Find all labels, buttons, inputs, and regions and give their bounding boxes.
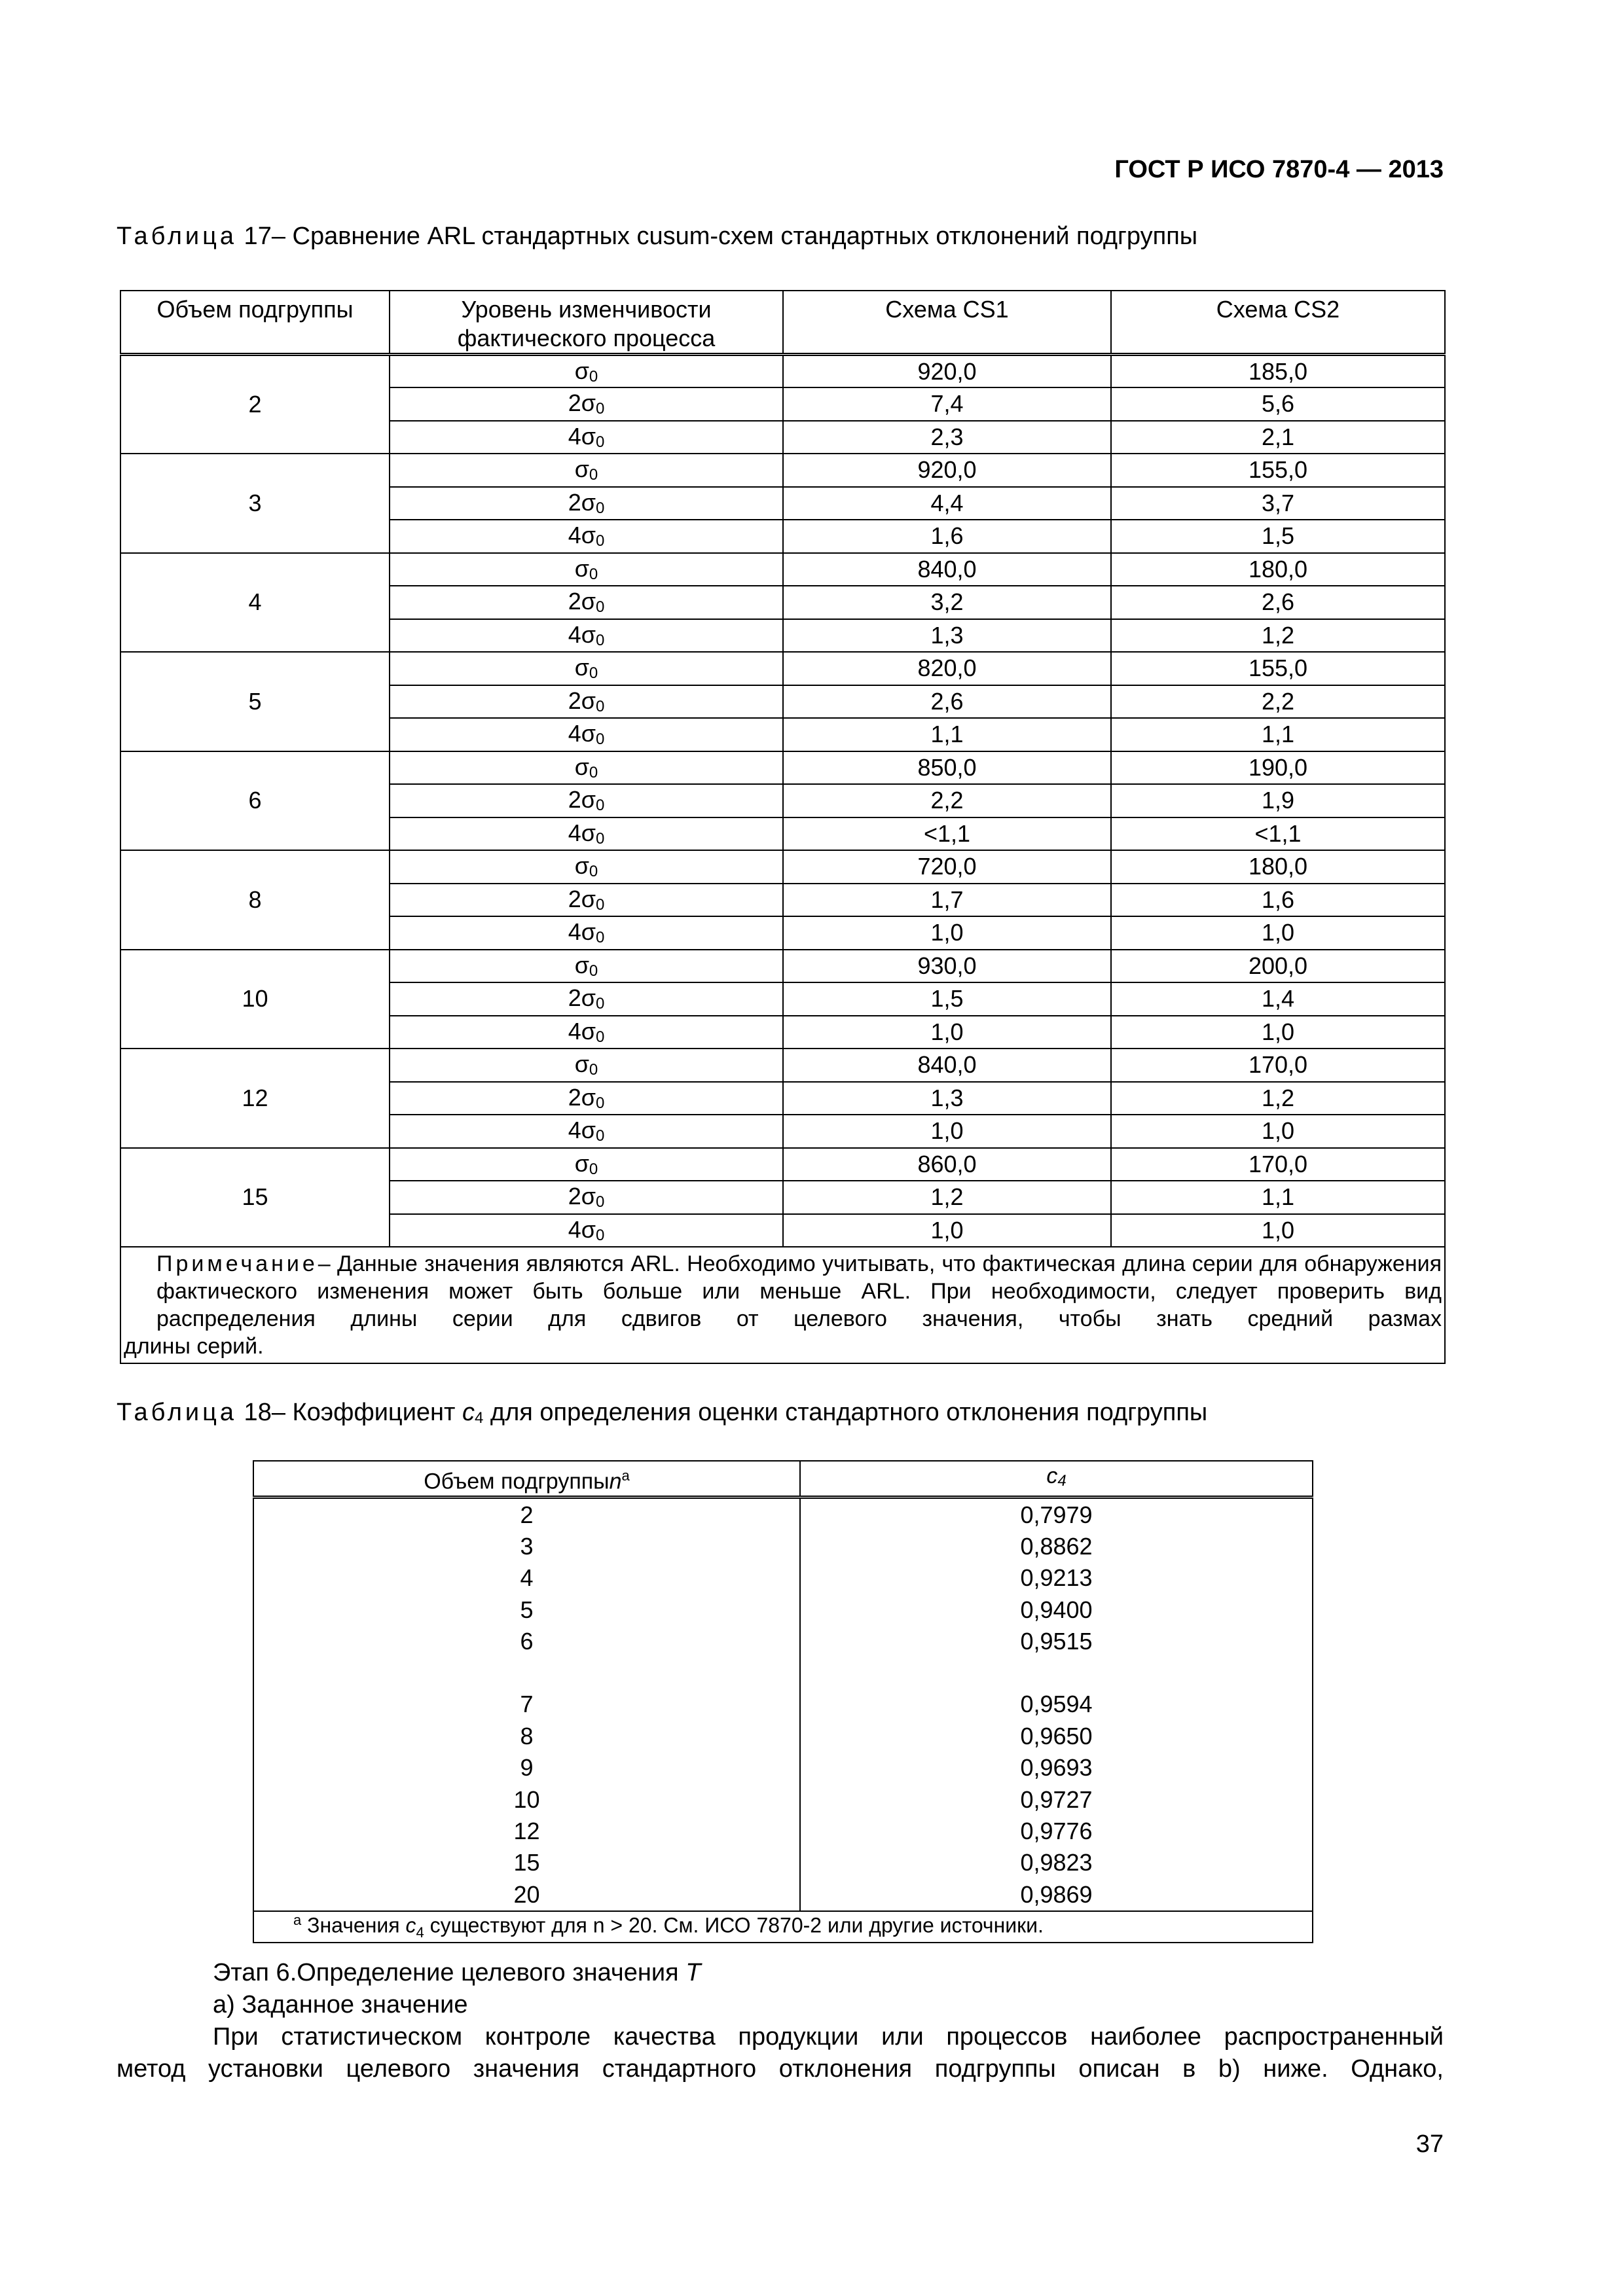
table18-row (253, 1752, 1313, 1784)
table18-caption-pre: – Коэффициент (271, 1399, 463, 1426)
table17-cell-cs1: 4,4 (783, 487, 1111, 520)
level-sigma: 2σ (568, 1183, 596, 1210)
table18-col1-text: Объем подгруппы (424, 1469, 610, 1494)
level-sigma: 2σ (568, 488, 596, 516)
table17-note-row (120, 1247, 1445, 1363)
level-sigma: σ (574, 852, 589, 880)
table18-cell-c4: 0,9776 (800, 1816, 1313, 1847)
table18-cell-n: 20 (253, 1879, 800, 1911)
table17-cell-cs1: 850,0 (783, 751, 1111, 785)
table17-cell-level (390, 1214, 783, 1247)
table17-cell-subgroup-size: 10 (120, 950, 390, 1049)
table17-cell-cs1: 840,0 (783, 553, 1111, 586)
table18-cell-n: 5 (253, 1594, 800, 1626)
table17-cell-cs1: 1,0 (783, 1016, 1111, 1049)
step6-text: Этап 6.Определение целевого значения (213, 1959, 686, 1986)
level-subscript: 0 (589, 466, 598, 484)
level-sigma: 2σ (568, 786, 596, 814)
table17-caption-text: – Сравнение ARL стандартных cusum-схем стандартных отклонений подгруппы (271, 223, 1198, 250)
level-subscript: 0 (595, 598, 605, 617)
level-sigma: 4σ (568, 1017, 596, 1045)
level-sigma: σ (574, 1050, 589, 1078)
table17-cell-cs1: 840,0 (783, 1049, 1111, 1082)
level-subscript: 0 (595, 895, 605, 914)
table18-cell-n: 9 (253, 1752, 800, 1784)
table18-row (253, 1816, 1313, 1847)
table17-cell-level (390, 884, 783, 917)
page-number: 37 (1415, 2130, 1444, 2158)
table17-cell-subgroup-size: 4 (120, 553, 390, 653)
note-label: Примечание (156, 1251, 318, 1276)
table17-cell-cs1: 3,2 (783, 586, 1111, 619)
footnote-sub: 4 (416, 1924, 424, 1941)
table18-cell-n: 15 (253, 1847, 800, 1878)
level-subscript: 0 (589, 1061, 598, 1079)
level-subscript: 0 (595, 499, 605, 517)
level-sigma: 4σ (568, 620, 596, 648)
table18-col1-var: n (609, 1469, 622, 1494)
table17-cell-level (390, 1016, 783, 1049)
note-last-line: длины серий. (124, 1334, 264, 1359)
level-sigma: σ (574, 554, 589, 582)
table18-c4-coefficients (253, 1460, 1313, 1943)
table18-footnote-row (253, 1911, 1313, 1943)
level-subscript: 0 (589, 961, 598, 980)
table18-row (253, 1689, 1313, 1720)
level-subscript: 0 (589, 664, 598, 683)
table18-cell-c4 (800, 1657, 1313, 1689)
table18-cell-n (253, 1657, 800, 1689)
table18-cell-n: 7 (253, 1689, 800, 1720)
table17-cell-subgroup-size: 2 (120, 355, 390, 454)
table18-cell-c4: 0,9650 (800, 1721, 1313, 1752)
level-subscript: 0 (589, 565, 598, 583)
table18-cell-c4: 0,9823 (800, 1847, 1313, 1878)
table17-cell-cs2: 155,0 (1111, 454, 1445, 487)
table18-col2-sub: 4 (1057, 1472, 1067, 1490)
table18-caption-post: для определения оценки стандартного отклонения подгруппы (483, 1399, 1208, 1426)
level-sigma: σ (574, 1149, 589, 1177)
level-sigma: σ (574, 654, 589, 681)
table18-row (253, 1626, 1313, 1657)
table17-cell-cs2: 185,0 (1111, 355, 1445, 388)
table17-caption (117, 223, 1197, 251)
table18-col2-c: c (1046, 1463, 1058, 1489)
table17-col-variability-level: Уровень изменчивости фактического процесса (390, 291, 783, 355)
level-subscript: 0 (589, 367, 598, 386)
level-sigma: 2σ (568, 1083, 596, 1111)
table18-caption-c: c (462, 1399, 475, 1426)
table17-col-cs2: Схема CS2 (1111, 291, 1445, 355)
table18-caption-sub: 4 (475, 1409, 484, 1427)
table17-cell-level (390, 553, 783, 586)
table17-cell-level (390, 1181, 783, 1214)
level-sigma: 2σ (568, 984, 596, 1012)
table18-cell-c4: 0,7979 (800, 1498, 1313, 1531)
level-subscript: 0 (589, 863, 598, 881)
level-sigma: 4σ (568, 1215, 596, 1243)
table17-row (120, 553, 1445, 586)
table18-col-subgroup-size (253, 1461, 800, 1498)
table17-caption-label: Таблица (117, 223, 237, 250)
level-subscript: 0 (595, 829, 605, 848)
table18-cell-n: 4 (253, 1562, 800, 1594)
table17-cell-level (390, 751, 783, 785)
table17-col-subgroup-size: Объем подгруппы (120, 291, 390, 355)
table17-row (120, 1148, 1445, 1181)
level-sigma: 2σ (568, 687, 596, 714)
table17-cell-cs2: 1,4 (1111, 982, 1445, 1016)
table17-cell-cs2: 1,0 (1111, 1016, 1445, 1049)
table17-row (120, 355, 1445, 388)
table17-cell-cs1: 1,3 (783, 1082, 1111, 1115)
table17-cell-level (390, 784, 783, 817)
table17-cell-cs2: 1,5 (1111, 520, 1445, 553)
table18-cell-c4: 0,9213 (800, 1562, 1313, 1594)
table17-row (120, 850, 1445, 884)
table17-cell-level (390, 718, 783, 751)
table17-cell-level (390, 1148, 783, 1181)
level-subscript: 0 (595, 1127, 605, 1145)
table17-cell-cs1: <1,1 (783, 817, 1111, 851)
table18-row (253, 1531, 1313, 1562)
level-subscript: 0 (595, 730, 605, 749)
table17-cell-subgroup-size: 12 (120, 1049, 390, 1148)
table18-row (253, 1657, 1313, 1689)
table18-col-c4 (800, 1461, 1313, 1498)
table17-cell-cs2: 2,6 (1111, 586, 1445, 619)
table17-cell-cs2: 170,0 (1111, 1049, 1445, 1082)
table17-cell-level (390, 421, 783, 454)
table18-footnote (253, 1911, 1313, 1943)
table17-cell-cs1: 1,7 (783, 884, 1111, 917)
footnote-pre: Значения (301, 1914, 406, 1938)
table17-cell-cs1: 930,0 (783, 950, 1111, 983)
table17-cell-level (390, 652, 783, 685)
table17-cell-cs1: 1,2 (783, 1181, 1111, 1214)
table17-cell-cs2: 1,9 (1111, 784, 1445, 817)
table17-cell-cs1: 1,0 (783, 1214, 1111, 1247)
table18-cell-n: 8 (253, 1721, 800, 1752)
table17-cell-cs1: 1,6 (783, 520, 1111, 553)
table17-cell-cs1: 1,1 (783, 718, 1111, 751)
table17-cell-level (390, 520, 783, 553)
table17-cell-level (390, 817, 783, 851)
table18-cell-c4: 0,9869 (800, 1879, 1313, 1911)
level-sigma: 2σ (568, 389, 596, 417)
item-a: a) Заданное значение (213, 1991, 468, 2018)
level-subscript: 0 (595, 631, 605, 649)
level-sigma: 4σ (568, 1117, 596, 1144)
table17-row (120, 950, 1445, 983)
level-sigma: σ (574, 753, 589, 780)
level-subscript: 0 (589, 763, 598, 781)
table18-cell-c4: 0,9693 (800, 1752, 1313, 1784)
table17-cell-level (390, 685, 783, 719)
table17-cell-cs2: 170,0 (1111, 1148, 1445, 1181)
level-sigma: 2σ (568, 885, 596, 912)
paragraph-line-1: При статистическом контроле качества продукции или процессов наиболее распространенный (213, 2023, 1444, 2051)
level-sigma: 4σ (568, 819, 596, 846)
level-subscript: 0 (595, 400, 605, 418)
table17-cell-cs1: 920,0 (783, 454, 1111, 487)
table17-cell-cs2: 200,0 (1111, 950, 1445, 983)
table17-cell-cs2: 1,2 (1111, 619, 1445, 653)
table18-row (253, 1721, 1313, 1752)
table17-header-row (120, 291, 1445, 355)
table17-cell-cs2: 1,0 (1111, 916, 1445, 950)
level-sigma: σ (574, 951, 589, 978)
table18-row (253, 1562, 1313, 1594)
table18-cell-c4: 0,9594 (800, 1689, 1313, 1720)
table17-cell-cs2: 180,0 (1111, 850, 1445, 884)
table18-cell-n: 10 (253, 1784, 800, 1815)
paragraph-line-2: метод установки целевого значения стандартного отклонения подгруппы описан в b) ниже. Однако, (117, 2055, 1444, 2083)
step6-heading (213, 1959, 701, 1987)
table17-cell-cs1: 720,0 (783, 850, 1111, 884)
table17-cell-level (390, 355, 783, 388)
table17-cell-cs2: 190,0 (1111, 751, 1445, 785)
table17-cell-level (390, 586, 783, 619)
document-standard-header: ГОСТ Р ИСО 7870-4 — 2013 (1114, 156, 1444, 183)
table17-cell-level (390, 454, 783, 487)
note-text: – Данные значения являются ARL. Необходимо учитывать, что фактическая длина серии для обнаружения фактического изменения может быть больше или меньше ARL. При необходимости, следует проверить вид распределения длины серии для сдвигов от целевого значения, чтобы знать средний размах (156, 1251, 1442, 1331)
table17-cell-cs2: 2,2 (1111, 685, 1445, 719)
table18-row (253, 1847, 1313, 1878)
table18-row (253, 1594, 1313, 1626)
table17-cell-level (390, 1082, 783, 1115)
table18-body (253, 1498, 1313, 1911)
table17-row (120, 751, 1445, 785)
level-sigma: 2σ (568, 588, 596, 615)
table18-caption-number: 18 (237, 1399, 272, 1426)
table17-cell-cs1: 1,0 (783, 1115, 1111, 1148)
table18-row (253, 1879, 1313, 1911)
table18-cell-n: 3 (253, 1531, 800, 1562)
table17-cell-level (390, 387, 783, 421)
table18-col1-sup: a (621, 1467, 630, 1484)
table17-cell-level (390, 1049, 783, 1082)
table17-cell-cs2: 1,1 (1111, 718, 1445, 751)
table17-cell-cs2: 155,0 (1111, 652, 1445, 685)
table17-cell-cs2: 1,6 (1111, 884, 1445, 917)
table17-cell-cs1: 820,0 (783, 652, 1111, 685)
table17-cell-cs1: 7,4 (783, 387, 1111, 421)
table17-cell-cs1: 920,0 (783, 355, 1111, 388)
table17-cell-level (390, 619, 783, 653)
level-subscript: 0 (595, 1094, 605, 1112)
step6-var: T (685, 1959, 701, 1986)
table17-cell-subgroup-size: 6 (120, 751, 390, 851)
table17-cell-subgroup-size: 5 (120, 652, 390, 751)
level-subscript: 0 (595, 1028, 605, 1046)
level-sigma: 4σ (568, 918, 596, 946)
table17-cell-level (390, 982, 783, 1016)
table17-cell-level (390, 1115, 783, 1148)
footnote-c: c (405, 1914, 416, 1938)
table17-row (120, 454, 1445, 487)
table17-col-cs1: Схема CS1 (783, 291, 1111, 355)
table17-cell-cs2: 1,1 (1111, 1181, 1445, 1214)
level-subscript: 0 (595, 697, 605, 715)
table17-note (120, 1247, 1445, 1363)
table18-cell-c4: 0,8862 (800, 1531, 1313, 1562)
level-subscript: 0 (595, 1226, 605, 1244)
table17-cell-cs2: 1,0 (1111, 1214, 1445, 1247)
table17-cell-cs1: 1,3 (783, 619, 1111, 653)
table18-cell-c4: 0,9727 (800, 1784, 1313, 1815)
table17-cell-subgroup-size: 3 (120, 454, 390, 553)
table17-cell-cs2: 5,6 (1111, 387, 1445, 421)
table17-caption-number: 17 (237, 223, 272, 250)
level-subscript: 0 (595, 433, 605, 451)
table17-cell-cs2: 180,0 (1111, 553, 1445, 586)
level-sigma: σ (574, 456, 589, 483)
table17-row (120, 652, 1445, 685)
level-sigma: σ (574, 357, 589, 384)
table17-cell-cs2: 1,2 (1111, 1082, 1445, 1115)
footnote-post: существуют для n > 20. См. ИСО 7870-2 или другие источники. (424, 1914, 1044, 1938)
table17-row (120, 1049, 1445, 1082)
level-sigma: 4σ (568, 720, 596, 747)
table18-cell-c4: 0,9515 (800, 1626, 1313, 1657)
level-subscript: 0 (595, 995, 605, 1013)
table17-cell-level (390, 950, 783, 983)
table17-cell-level (390, 916, 783, 950)
table17-cell-cs1: 2,6 (783, 685, 1111, 719)
table18-row (253, 1498, 1313, 1531)
table18-cell-n: 2 (253, 1498, 800, 1531)
level-sigma: 4σ (568, 522, 596, 549)
table18-cell-n: 12 (253, 1816, 800, 1847)
table18-caption-label: Таблица (117, 1399, 237, 1426)
table18-row (253, 1784, 1313, 1815)
table17-body (120, 355, 1445, 1364)
table17-cell-cs2: 1,0 (1111, 1115, 1445, 1148)
table17-arl-comparison (120, 290, 1446, 1364)
table17-cell-cs1: 1,5 (783, 982, 1111, 1016)
table17-cell-cs1: 2,3 (783, 421, 1111, 454)
footnote-sup: a (293, 1912, 302, 1929)
level-subscript: 0 (595, 929, 605, 947)
level-subscript: 0 (595, 797, 605, 815)
table17-cell-subgroup-size: 8 (120, 850, 390, 950)
table18-cell-n: 6 (253, 1626, 800, 1657)
level-sigma: 4σ (568, 422, 596, 450)
table17-cell-cs2: 3,7 (1111, 487, 1445, 520)
table17-cell-cs1: 860,0 (783, 1148, 1111, 1181)
table18-header-row (253, 1461, 1313, 1498)
table17-cell-cs2: 2,1 (1111, 421, 1445, 454)
table18-caption (117, 1399, 1207, 1427)
table17-cell-cs2: <1,1 (1111, 817, 1445, 851)
level-subscript: 0 (595, 1193, 605, 1211)
table17-cell-subgroup-size: 15 (120, 1148, 390, 1247)
level-subscript: 0 (595, 532, 605, 550)
table17-cell-cs1: 2,2 (783, 784, 1111, 817)
table18-cell-c4: 0,9400 (800, 1594, 1313, 1626)
table17-cell-level (390, 850, 783, 884)
table17-cell-level (390, 487, 783, 520)
table17-cell-cs1: 1,0 (783, 916, 1111, 950)
level-subscript: 0 (589, 1160, 598, 1178)
